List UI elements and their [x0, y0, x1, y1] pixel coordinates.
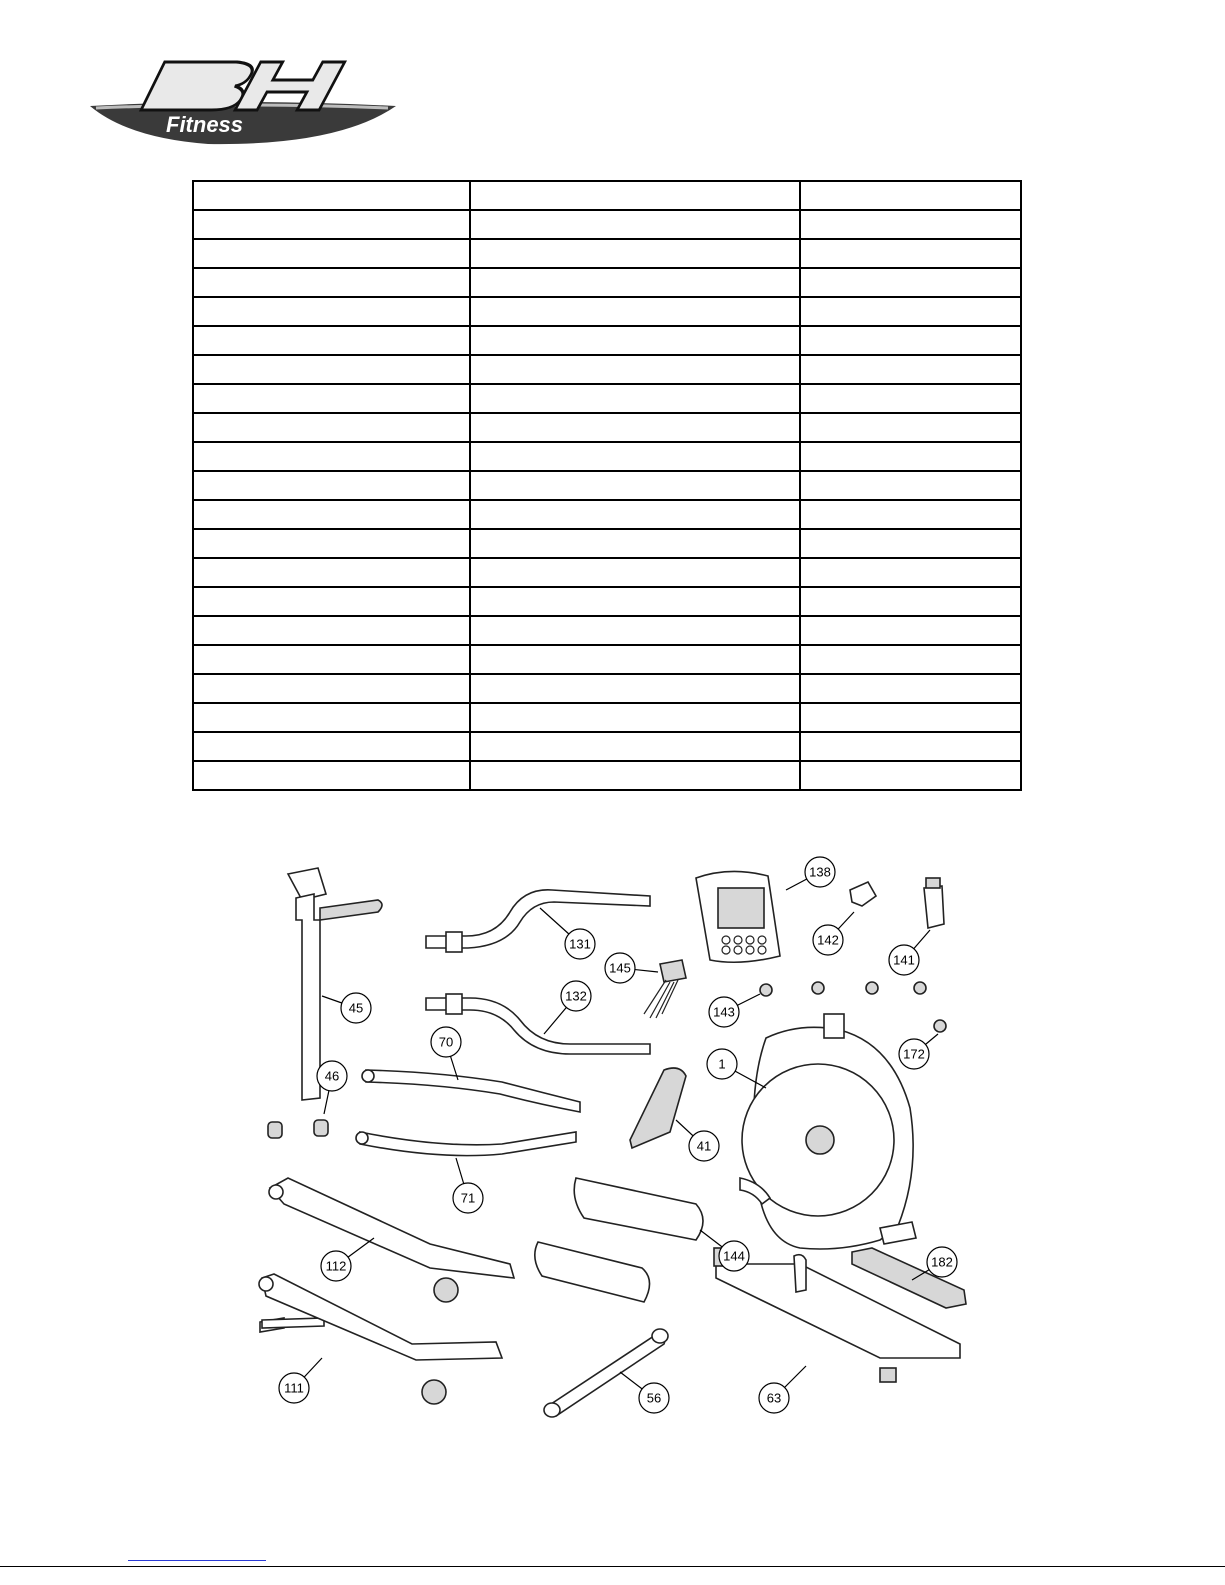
callout-label: 46: [324, 1068, 340, 1084]
callout-label: 45: [348, 1000, 364, 1016]
table-cell: [800, 413, 1021, 442]
table-row: [193, 384, 1021, 413]
table-cell: [800, 616, 1021, 645]
callout-131: [540, 908, 595, 959]
table-cell: [800, 471, 1021, 500]
callout-144: [700, 1230, 749, 1271]
table-row: [193, 761, 1021, 790]
table-cell: [470, 210, 800, 239]
callout-111: [279, 1358, 322, 1403]
table-cell: [470, 355, 800, 384]
table-cell: [800, 645, 1021, 674]
table-cell: [470, 732, 800, 761]
table-cell: [470, 761, 800, 790]
table-row: [193, 239, 1021, 268]
table-cell: [193, 558, 470, 587]
table-cell: [193, 500, 470, 529]
table-cell: [193, 268, 470, 297]
callout-label: 182: [931, 1254, 953, 1270]
table-row: [193, 413, 1021, 442]
callout-138: [786, 857, 835, 890]
table-cell: [470, 268, 800, 297]
part-172-cap: [934, 1020, 946, 1032]
table-cell: [470, 558, 800, 587]
table-row: [193, 732, 1021, 761]
table-cell: [470, 442, 800, 471]
table-cell: [193, 326, 470, 355]
table-cell: [193, 442, 470, 471]
table-cell: [800, 384, 1021, 413]
part-70-link-arm: [362, 1070, 580, 1112]
callout-143: [709, 994, 760, 1027]
table-cell: [470, 297, 800, 326]
table-cell: [193, 239, 470, 268]
callout-label: 144: [723, 1248, 745, 1264]
callout-label: 112: [325, 1258, 347, 1274]
callout-112: [321, 1238, 374, 1281]
table-cell: [470, 674, 800, 703]
callout-132: [544, 981, 591, 1034]
callout-141: [889, 930, 930, 975]
part-141-water-bottle: [924, 878, 944, 928]
part-1-main-frame: [740, 1014, 916, 1249]
callout-label: 71: [460, 1190, 476, 1206]
table-row: [193, 558, 1021, 587]
footer-link-underline: [128, 1560, 266, 1561]
table-cell: [800, 268, 1021, 297]
table-row: [193, 587, 1021, 616]
table-cell: [193, 210, 470, 239]
callout-46: [317, 1061, 347, 1114]
callout-label: 56: [646, 1390, 662, 1406]
callout-71: [453, 1158, 483, 1213]
callout-56: [620, 1372, 669, 1413]
table-row: [193, 268, 1021, 297]
table-cell: [470, 529, 800, 558]
table-cell: [470, 645, 800, 674]
table-cell: [193, 529, 470, 558]
table-cell: [800, 326, 1021, 355]
callout-label: 111: [284, 1380, 304, 1396]
callout-label: 141: [893, 952, 915, 968]
table-row: [193, 645, 1021, 674]
table-cell: [800, 210, 1021, 239]
table-cell: [470, 703, 800, 732]
table-cell: [800, 500, 1021, 529]
table-cell: [470, 471, 800, 500]
callout-label: 70: [438, 1034, 454, 1050]
table-cell: [800, 761, 1021, 790]
table-cell: [800, 297, 1021, 326]
parts-list-table: [192, 180, 1022, 791]
table-row: [193, 674, 1021, 703]
part-131-handlebar: [426, 890, 650, 952]
table-cell: [800, 239, 1021, 268]
table-cell: [470, 181, 800, 210]
callout-label: 132: [565, 988, 587, 1004]
table-cell: [470, 384, 800, 413]
callout-41: [676, 1120, 719, 1161]
table-cell: [800, 529, 1021, 558]
table-cell: [193, 703, 470, 732]
part-138-console: [696, 871, 780, 962]
callout-63: [759, 1366, 806, 1413]
table-cell: [193, 732, 470, 761]
callout-label: 145: [609, 960, 631, 976]
callout-70: [431, 1027, 461, 1080]
callout-45: [322, 993, 371, 1023]
table-cell: [193, 761, 470, 790]
table-row: [193, 326, 1021, 355]
callout-142: [813, 912, 854, 955]
part-142-bottle-holder: [850, 882, 876, 906]
footer-rule: [0, 1566, 1225, 1567]
table-row: [193, 442, 1021, 471]
table-cell: [193, 645, 470, 674]
table-row: [193, 181, 1021, 210]
table-row: [193, 297, 1021, 326]
part-46-end-caps: [268, 1120, 328, 1138]
callout-label: 1: [718, 1056, 726, 1072]
callout-label: 143: [713, 1004, 735, 1020]
table-cell: [193, 616, 470, 645]
callout-label: 138: [809, 864, 831, 880]
table-row: [193, 703, 1021, 732]
callout-label: 131: [569, 936, 591, 952]
table-row: [193, 529, 1021, 558]
table-cell: [470, 326, 800, 355]
part-143-nuts: [760, 982, 926, 996]
table-cell: [800, 587, 1021, 616]
table-row: [193, 616, 1021, 645]
table-cell: [193, 587, 470, 616]
callout-label: 142: [817, 932, 839, 948]
callout-label: 63: [766, 1390, 782, 1406]
table-cell: [800, 732, 1021, 761]
table-cell: [470, 587, 800, 616]
table-row: [193, 355, 1021, 384]
part-144-pedals: [535, 1178, 703, 1302]
table-cell: [193, 674, 470, 703]
table-row: [193, 471, 1021, 500]
part-71-link-arm: [356, 1132, 576, 1156]
table-cell: [800, 442, 1021, 471]
callout-label: 41: [696, 1138, 712, 1154]
table-cell: [470, 239, 800, 268]
table-cell: [800, 703, 1021, 732]
part-145-power-adapter: [644, 960, 686, 1018]
callout-label: 172: [903, 1046, 925, 1062]
table-cell: [470, 500, 800, 529]
callout-145: [605, 953, 658, 983]
callout-172: [899, 1034, 938, 1069]
part-41-shroud: [630, 1068, 686, 1148]
table-cell: [193, 355, 470, 384]
table-cell: [800, 181, 1021, 210]
exploded-parts-diagram: [240, 848, 980, 1428]
table-cell: [193, 181, 470, 210]
table-cell: [470, 616, 800, 645]
part-63-base-frame: [714, 1248, 960, 1382]
table-cell: [800, 674, 1021, 703]
logo-subtitle: Fitness: [166, 112, 244, 137]
table-cell: [193, 297, 470, 326]
table-row: [193, 500, 1021, 529]
table-cell: [800, 355, 1021, 384]
bh-fitness-logo: [88, 58, 398, 146]
table-cell: [800, 558, 1021, 587]
table-cell: [193, 471, 470, 500]
table-row: [193, 210, 1021, 239]
table-cell: [193, 413, 470, 442]
table-cell: [193, 384, 470, 413]
table-cell: [470, 413, 800, 442]
